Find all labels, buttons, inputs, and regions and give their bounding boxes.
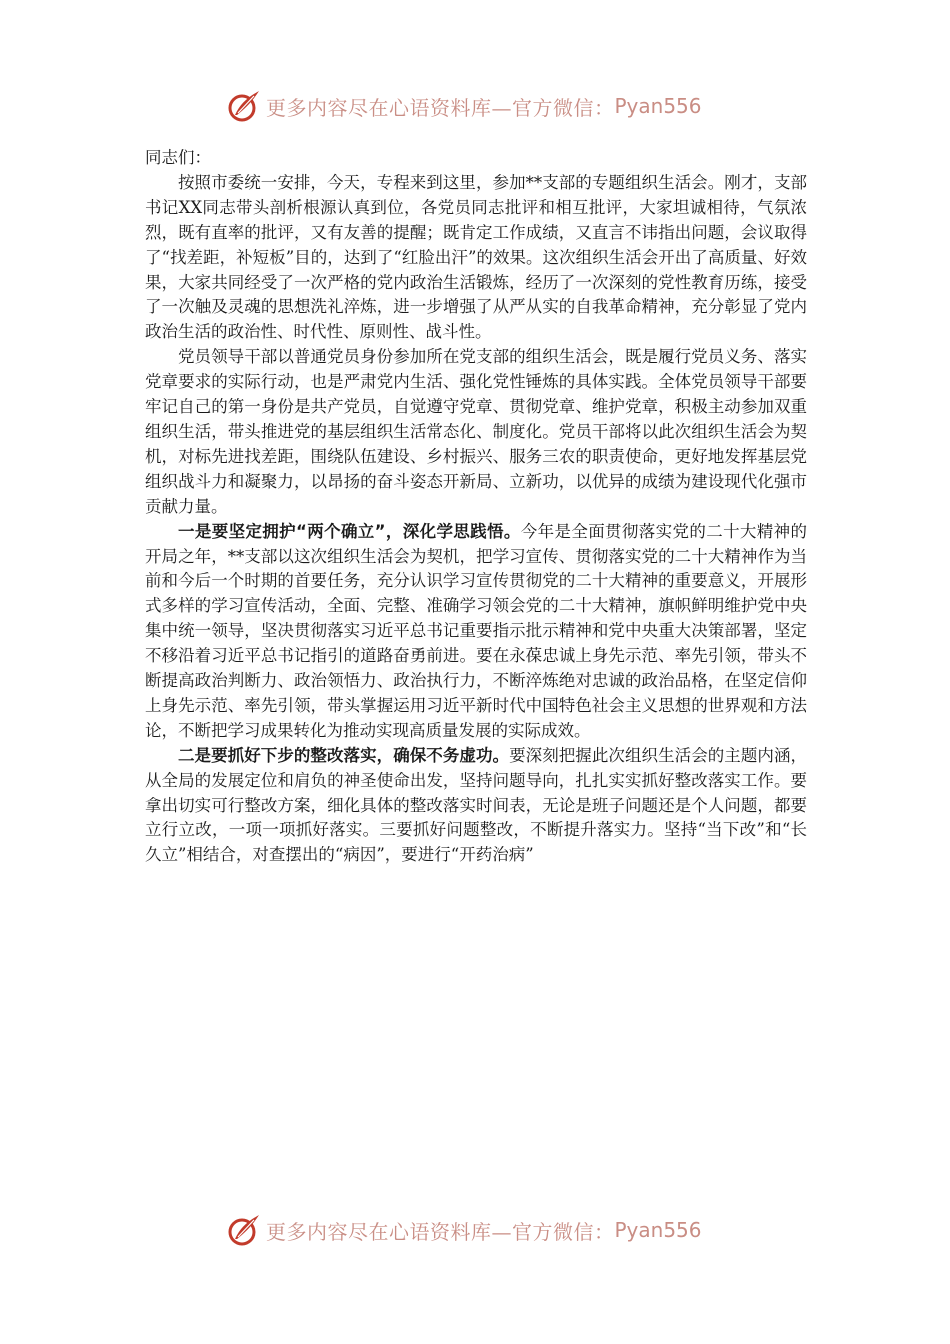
paragraph-text: 要深刻把握此次组织生活会的主题内涵，从全局的发展定位和肩负的神圣使命出发，坚持问题导向，扎扎实实抓好整改落实工作。要拿出切实可行整改方案，细化具体的整改落实时间表，无论是班子问题还是个人问题，都要立行立改，一项一项抓好落实。三要抓好问题整改，不断提升落实力。坚持“当下改”和“长久立”相结合，对查摆出的“病因”，要进行“开药治病” [145,745,808,865]
footer-watermark [226,1210,702,1250]
paragraph-4 [145,744,807,869]
paragraph-3 [145,520,807,744]
document-body [145,146,807,868]
paragraph-2 [145,345,807,519]
paragraph-text: 按照市委统一安排，今天，专程来到这里，参加**支部的专题组织生活会。刚才，支部书记XX同志带头剖析根源认真到位，各党员同志批评和相互批评，大家坦诚相待，气氛浓烈，既有直率的批评，又有友善的提醒；既肯定工作成绩，又直言不讳指出问题，会议取得了“找差距，补短板”目的，达到了“红脸出汗”的效果。这次组织生活会开出了高质量、好效果，大家共同经受了一次严格的党内政治生活锻炼，经历了一次深刻的党性教育历练，接受了一次触及灵魂的思想洗礼淬炼，进一步增强了从严从实的自我革命精神，充分彰显了党内政治生活的政治性、时代性、原则性、战斗性。 [145,172,807,342]
quill-logo-icon [226,88,262,124]
watermark-text: 更多内容尽在心语资料库—官方微信： [266,95,615,120]
paragraph-lead-heading: 二是要抓好下步的整改落实，确保不务虚功。 [178,745,510,765]
header-watermark [226,86,702,126]
paragraph-text: 党员领导干部以普通党员身份参加所在党支部的组织生活会，既是履行党员义务、落实党章要求的实际行动，也是严肃党内生活、强化党性锤炼的具体实践。全体党员领导干部要牢记自己的第一身份是共产党员，自觉遵守党章、贯彻党章、维护党章，积极主动参加双重组织生活，带头推进党的基层组织生活常态化、制度化。党员干部将以此次组织生活会为契机，对标先进找差距，围绕队伍建设、乡村振兴、服务三农的职责使命，更好地发挥基层党组织战斗力和凝聚力，以昂扬的奋斗姿态开新局、立新功，以优异的成绩为建设现代化强市贡献力量。 [145,347,807,516]
paragraph-text: 今年是全面贯彻落实党的二十大精神的开局之年，**支部以这次组织生活会为契机，把学习宣传、贯彻落实党的二十大精神作为当前和今后一个时期的首要任务，充分认识学习宣传贯彻党的二十大精神的重要意义，开展形式多样的学习宣传活动，全面、完整、准确学习领会党的二十大精神，旗帜鲜明维护党中央集中统一领导，坚决贯彻落实习近平总书记重要指示批示精神和党中央重大决策部署，坚定不移沿着习近平总书记指引的道路奋勇前进。要在永葆忠诚上身先示范、率先引领，带头不断提高政治判断力、政治领悟力、政治执行力，不断淬炼绝对忠诚的政治品格，在坚定信仰上身先示范、率先引领，带头掌握运用习近平新时代中国特色社会主义思想的世界观和方法论，不断把学习成果转化为推动实现高质量发展的实际成效。 [145,521,807,740]
salutation: 同志们： [145,148,211,167]
paragraph-1 [145,171,807,345]
watermark-text: 更多内容尽在心语资料库—官方微信： [266,1219,615,1244]
watermark-wechat-id: Pyan556 [614,94,702,118]
quill-logo-icon [226,1212,262,1248]
watermark-wechat-id: Pyan556 [614,1218,702,1242]
paragraph-lead-heading: 一是要坚定拥护“两个确立”，深化学思践悟。 [178,521,521,541]
